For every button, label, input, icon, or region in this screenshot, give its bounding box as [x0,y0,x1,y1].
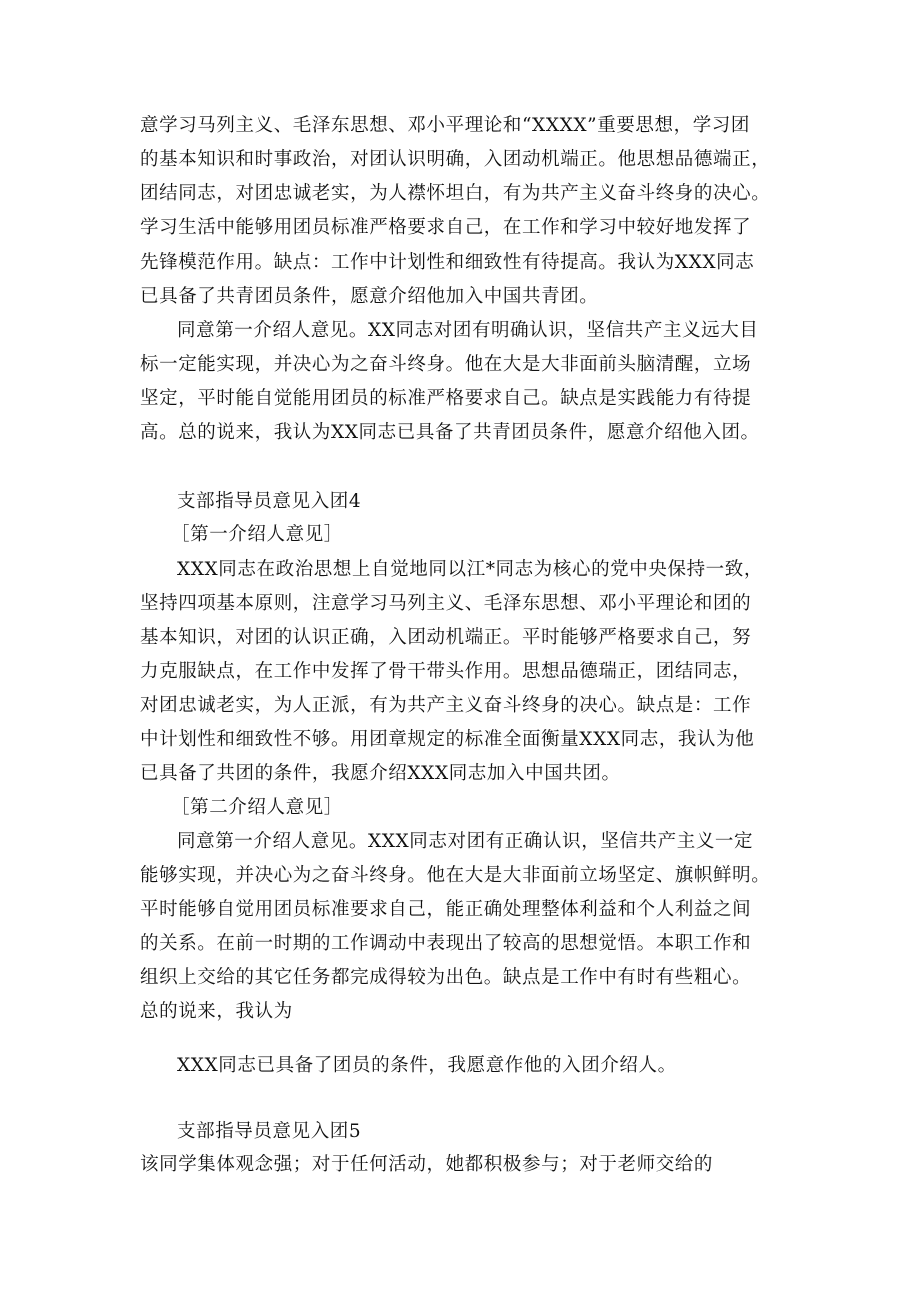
paragraph-line: 中计划性和细致性不够。用团章规定的标准全面衡量XXX同志，我认为他 [140,729,755,750]
paragraph-line: 的关系。在前一时期的工作调动中表现出了较高的思想觉悟。本职工作和 [140,933,752,954]
paragraph-line: 高。总的说来，我认为XX同志已具备了共青团员条件，愿意介绍他入团。 [140,422,760,443]
paragraph-line: 已具备了共团的条件，我愿介绍XXX同志加入中国共团。 [140,763,621,784]
paragraph-line: XXX同志在政治思想上自觉地同以江*同志为核心的党中央保持一致， [177,559,763,580]
paragraph-line: 意学习马列主义、毛泽东思想、邓小平理论和“XXXX”重要思想，学习团 [140,115,750,136]
paragraph-line: 组织上交给的其它任务都完成得较为出色。缺点是工作中有时有些粗心。 [140,967,752,988]
paragraph-line: 坚定，平时能自觉能用团员的标准严格要求自己。缺点是实践能力有待提 [140,388,752,409]
section-heading: 支部指导员意见入团5 [177,1121,362,1142]
paragraph-line: 标一定能实现，并决心为之奋斗终身。他在大是大非面前头脑清醒，立场 [140,354,752,375]
paragraph-line: 同意第一介绍人意见。XXX同志对团有正确认识，坚信共产主义一定 [177,831,754,852]
paragraph-line: 该同学集体观念强；对于任何活动，她都积极参与；对于老师交给的 [140,1154,714,1175]
paragraph-line: 平时能够自觉用团员标准要求自己，能正确处理整体利益和个人利益之间 [140,899,752,920]
paragraph-line: 对团忠诚老实，为人正派，有为共产主义奋斗终身的决心。缺点是：工作 [140,695,752,716]
paragraph-line: 力克服缺点，在工作中发挥了骨干带头作用。思想品德瑞正，团结同志， [140,661,752,682]
subsection-heading: ［第一介绍人意见］ [171,524,343,545]
paragraph-line: 已具备了共青团员条件，愿意介绍他加入中国共青团。 [140,286,599,307]
paragraph-line: 基本知识，对团的认识正确，入团动机端正。平时能够严格要求自己，努 [140,627,752,648]
section-heading: 支部指导员意见入团4 [177,491,362,512]
paragraph-line: 团结同志，对团忠诚老实，为人襟怀坦白，有为共产主义奋斗终身的决心。 [140,183,771,204]
paragraph-line: 能够实现，并决心为之奋斗终身。他在大是大非面前立场坚定、旗帜鲜明。 [140,865,771,886]
paragraph-line: 坚持四项基本原则，注意学习马列主义、毛泽东思想、邓小平理论和团的 [140,593,752,614]
subsection-heading: ［第二介绍人意见］ [171,797,343,818]
paragraph-line: 的基本知识和时事政治，对团认识明确，入团动机端正。他思想品德端正， [140,149,771,170]
paragraph-line: 学习生活中能够用团员标准严格要求自己，在工作和学习中较好地发挥了 [140,217,752,238]
paragraph-line: 总的说来，我认为 [140,1001,293,1022]
paragraph-line: 先锋模范作用。缺点：工作中计划性和细致性有待提高。我认为XXX同志 [140,252,755,273]
paragraph-line: XXX同志已具备了团员的条件，我愿意作他的入团介绍人。 [177,1055,677,1076]
paragraph-line: 同意第一介绍人意见。XX同志对团有明确认识，坚信共产主义远大目 [177,320,759,341]
